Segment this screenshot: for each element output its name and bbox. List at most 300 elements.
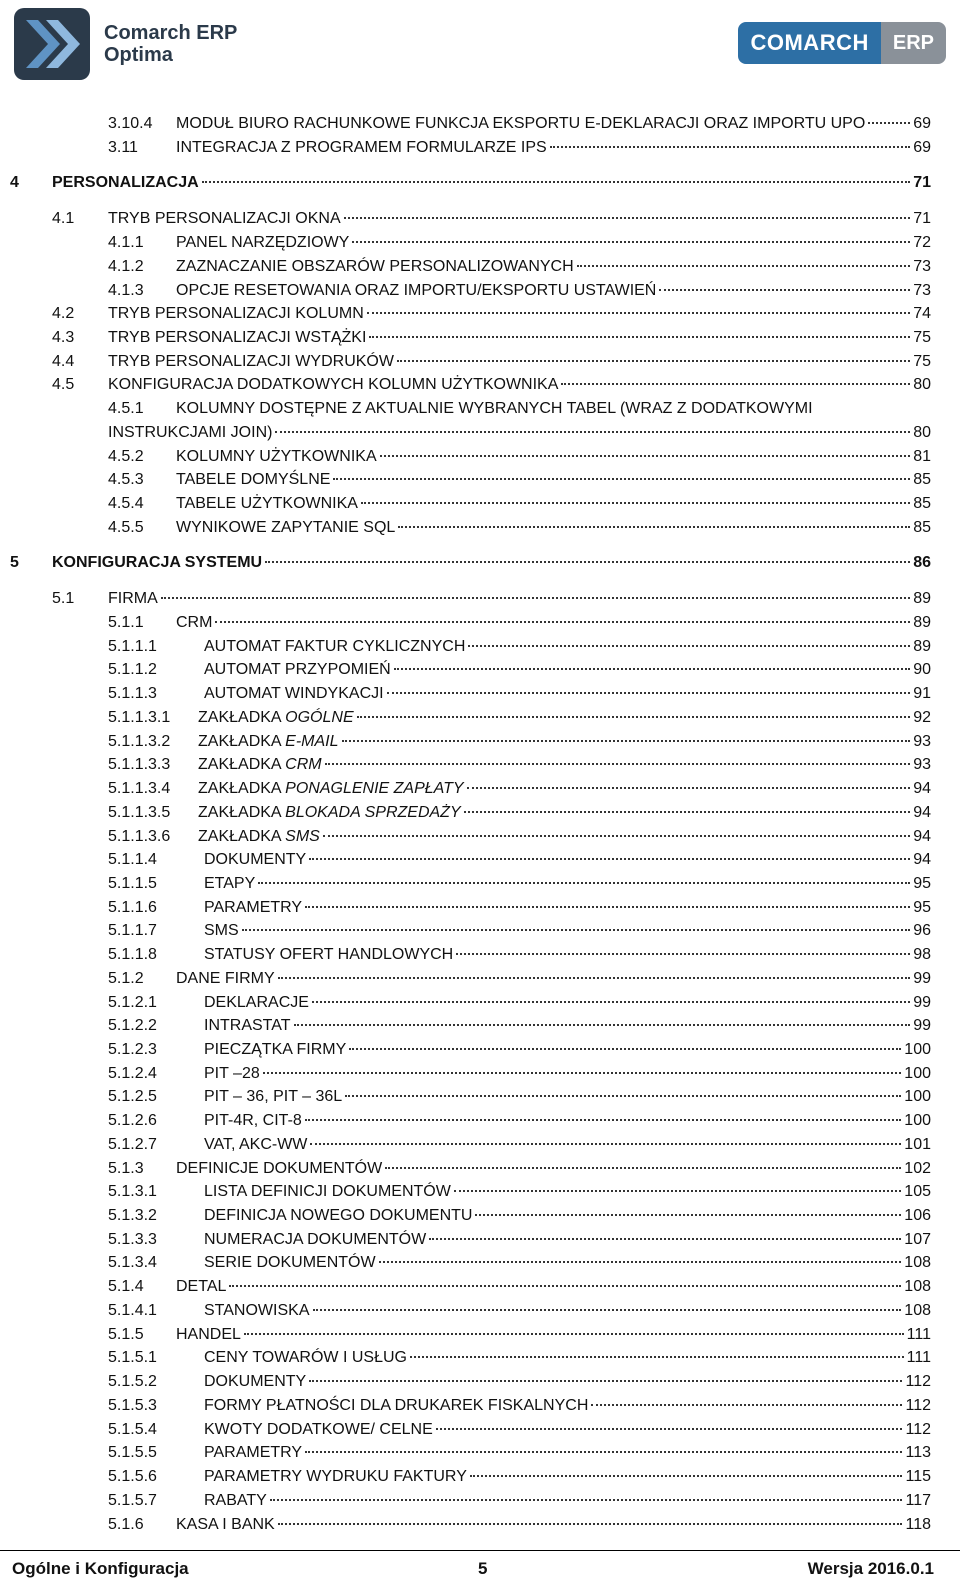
toc-dot-leader — [309, 1380, 902, 1382]
toc-dot-leader — [410, 1356, 904, 1358]
toc-entry-title — [204, 1300, 310, 1322]
toc-entry-page: 80 — [913, 424, 931, 441]
toc-entry-number: 5.1.1.3 — [108, 685, 157, 702]
toc-entry[interactable] — [108, 469, 931, 491]
toc-entry[interactable] — [108, 1300, 931, 1322]
toc-entry-number: 5.1.5.2 — [108, 1373, 157, 1390]
toc-entry[interactable] — [108, 1086, 931, 1108]
toc-entry-number: 5.1.2.5 — [108, 1088, 157, 1105]
toc-entry-title — [198, 778, 464, 800]
toc-dot-leader — [367, 312, 910, 314]
toc-dot-leader — [305, 1119, 902, 1121]
toc-entry[interactable] — [108, 826, 931, 848]
toc-entry-page: 107 — [904, 1231, 931, 1248]
toc-entry[interactable] — [108, 446, 931, 468]
toc-entry-title-text: VAT, AKC-WW — [204, 1136, 308, 1153]
toc-entry-title — [176, 137, 547, 159]
toc-entry-page: 113 — [905, 1444, 931, 1461]
toc-entry[interactable] — [108, 873, 931, 895]
toc-entry[interactable] — [108, 754, 931, 776]
toc-entry-title-text: ZAKŁADKA — [198, 733, 286, 750]
toc-entry-title — [198, 802, 461, 824]
toc-dot-leader — [591, 1404, 902, 1406]
toc-entry-number: 3.10.4 — [108, 115, 153, 132]
toc-dot-leader — [275, 431, 910, 433]
toc-entry[interactable] — [108, 1466, 931, 1488]
toc-entry-title-text: STANOWISKA — [204, 1302, 310, 1319]
toc-dot-leader — [379, 1261, 902, 1263]
toc-entry-number: 5.1.2.4 — [108, 1065, 157, 1082]
toc-entry-page: 75 — [913, 329, 931, 346]
toc-entry-title — [204, 1466, 467, 1488]
toc-entry-number: 4.1.1 — [108, 234, 144, 251]
toc-entry-number: 4.5.4 — [108, 495, 144, 512]
toc-entry-title-text: CENY TOWARÓW I USŁUG — [204, 1349, 407, 1366]
toc-entry[interactable] — [108, 1276, 931, 1298]
toc-entry-page: 85 — [913, 471, 931, 488]
toc-entry-title — [176, 1276, 226, 1298]
toc-entry-page: 93 — [913, 733, 931, 750]
toc-entry-page: 108 — [904, 1278, 931, 1295]
toc-entry-page: 111 — [906, 1326, 931, 1343]
toc-entry-title-text: TRYB PERSONALIZACJI KOLUMN — [108, 305, 364, 322]
toc-entry-page: 100 — [904, 1041, 931, 1058]
toc-entry-page: 89 — [913, 638, 931, 655]
toc-entry-number: 5.1.2.7 — [108, 1136, 157, 1153]
toc-entry-title-text: PANEL NARZĘDZIOWY — [176, 234, 350, 251]
toc-entry-page: 94 — [913, 828, 931, 845]
toc-entry-title-text: TABELE DOMYŚLNE — [176, 471, 331, 488]
toc-entry-title — [204, 1110, 302, 1132]
toc-entry-title — [204, 1134, 307, 1156]
toc-entry-title-text: HANDEL — [176, 1326, 241, 1343]
toc-dot-leader — [659, 289, 910, 291]
toc-entry-page: 102 — [904, 1160, 931, 1177]
toc-entry[interactable] — [108, 137, 931, 159]
toc-entry[interactable] — [108, 659, 931, 681]
toc-entry-number: 5.1.5.6 — [108, 1468, 157, 1485]
toc-entry-page: 89 — [913, 590, 931, 607]
toc-entry-number: 5.1.4 — [108, 1278, 144, 1295]
toc-entry-title — [198, 731, 339, 753]
toc-entry-number: 5.1.1.4 — [108, 851, 157, 868]
toc-entry-page: 94 — [913, 804, 931, 821]
toc-entry[interactable] — [52, 327, 931, 349]
toc-entry[interactable] — [108, 968, 931, 990]
toc-entry-title — [204, 897, 302, 919]
toc-entry-title — [204, 1063, 260, 1085]
toc-entry-page: 118 — [905, 1516, 931, 1533]
toc-entry-title — [204, 1181, 451, 1203]
toc-entry-title — [176, 398, 813, 420]
toc-entry-title-text: FORMY PŁATNOŚCI DLA DRUKAREK FISKALNYCH — [204, 1397, 589, 1414]
toc-entry-page: 73 — [913, 282, 931, 299]
toc-entry[interactable] — [108, 1229, 931, 1251]
toc-entry-number: 4.5.1 — [108, 400, 144, 417]
toc-entry-title-text: ZAKŁADKA — [198, 780, 286, 797]
toc-entry-title — [204, 1205, 472, 1227]
toc-dot-leader — [323, 835, 910, 837]
toc-entry[interactable] — [108, 1324, 931, 1346]
toc-entry[interactable] — [108, 113, 931, 135]
toc-entry-title — [204, 944, 453, 966]
toc-entry-page: 95 — [913, 875, 931, 892]
toc-entry-page: 101 — [904, 1136, 931, 1153]
toc-entry-page: 108 — [904, 1302, 931, 1319]
toc-entry-title-text: ETAPY — [204, 875, 256, 892]
toc-entry[interactable] — [108, 1490, 931, 1512]
toc-entry[interactable] — [108, 1371, 931, 1393]
footer-document-title: Ogólne i Konfiguracja — [12, 1559, 189, 1578]
toc-entry-title-text: DOKUMENTY — [204, 1373, 307, 1390]
toc-entry-page: 99 — [913, 970, 931, 987]
toc-entry-number: 4.3 — [52, 329, 75, 346]
toc-entry-title-text: AUTOMAT PRZYPOMIEŃ — [204, 661, 391, 678]
toc-entry[interactable] — [108, 1039, 931, 1061]
toc-dot-leader — [265, 561, 910, 563]
toc-entry-title-text: DOKUMENTY — [204, 851, 307, 868]
toc-entry-title — [176, 232, 349, 254]
toc-entry-title-text: DEFINICJE DOKUMENTÓW — [176, 1160, 383, 1177]
toc-entry[interactable] — [108, 1395, 931, 1417]
toc-dot-leader — [550, 146, 911, 148]
toc-entry[interactable] — [108, 517, 931, 539]
toc-entry-title — [198, 754, 322, 776]
toc-entry-number: 3.11 — [108, 139, 138, 156]
toc-entry[interactable] — [108, 849, 931, 871]
toc-entry-title-text: PIECZĄTKA FIRMY — [204, 1041, 347, 1058]
toc-entry-title — [176, 280, 656, 302]
toc-entry-title-text: INTRASTAT — [204, 1017, 291, 1034]
toc-entry-number: 5.1.5.7 — [108, 1492, 157, 1509]
toc-entry[interactable] — [108, 944, 931, 966]
toc-entry[interactable] — [108, 1134, 931, 1156]
toc-entry-number: 4.5.2 — [108, 448, 144, 465]
toc-dot-leader — [349, 1048, 901, 1050]
toc-entry-page: 73 — [913, 258, 931, 275]
toc-entry-title-text: ZAKŁADKA — [198, 804, 286, 821]
toc-entry-title-text: KOLUMNY DOSTĘPNE Z AKTUALNIE WYBRANYCH TABEL (WRAZ Z DODATKOWYMI — [176, 400, 813, 417]
toc-entry-title-text: ZAZNACZANIE OBSZARÓW PERSONALIZOWANYCH — [176, 258, 574, 275]
toc-entry-title — [52, 552, 262, 574]
toc-entry-number: 5.1.1.2 — [108, 661, 157, 678]
toc-entry-title — [204, 659, 391, 681]
toc-entry[interactable] — [108, 1442, 931, 1464]
toc-dot-leader — [344, 217, 911, 219]
toc-entry-title-text: INSTRUKCJAMI JOIN) — [108, 424, 273, 441]
toc-entry-page: 74 — [913, 305, 931, 322]
toc-entry-title — [204, 1442, 302, 1464]
toc-entry-title-text: PIT –28 — [204, 1065, 260, 1082]
toc-dot-leader — [369, 336, 910, 338]
toc-entry-number: 5.1.5.5 — [108, 1444, 157, 1461]
toc-entry[interactable] — [108, 920, 931, 942]
toc-dot-leader — [244, 1333, 904, 1335]
brand-suffix: ERP — [881, 22, 946, 64]
toc-entry[interactable] — [108, 232, 931, 254]
toc-dot-leader — [263, 1072, 902, 1074]
toc-dot-leader — [305, 1451, 902, 1453]
toc-entry-title-text: MODUŁ BIURO RACHUNKOWE FUNKCJA EKSPORTU E-DEKLARACJI ORAZ IMPORTU UPO — [176, 115, 866, 132]
toc-entry[interactable] — [108, 1158, 931, 1180]
toc-entry[interactable] — [108, 707, 931, 729]
toc-entry-title-text: WYNIKOWE ZAPYTANIE SQL — [176, 519, 396, 536]
toc-entry-page: 115 — [905, 1468, 931, 1485]
toc-dot-leader — [398, 526, 910, 528]
toc-entry-page: 96 — [913, 922, 931, 939]
toc-entry[interactable] — [108, 493, 931, 515]
toc-entry-title-text: FIRMA — [108, 590, 158, 607]
toc-dot-leader — [333, 478, 910, 480]
toc-entry-number: 5.1.5.3 — [108, 1397, 157, 1414]
toc-entry[interactable] — [108, 1419, 931, 1441]
toc-entry-number: 5.1.1.3.1 — [108, 709, 171, 726]
toc-dot-leader — [577, 265, 911, 267]
toc-entry-title — [204, 636, 465, 658]
toc-entry-title-text: PARAMETRY — [204, 899, 303, 916]
toc-entry-title-text: KASA I BANK — [176, 1516, 275, 1533]
toc-entry-page: 86 — [913, 554, 931, 571]
toc-entry-title — [52, 172, 199, 194]
toc-dot-leader — [278, 977, 911, 979]
toc-entry-number: 5.1.5 — [108, 1326, 144, 1343]
toc-entry-title-text: OPCJE RESETOWANIA ORAZ IMPORTU/EKSPORTU USTAWIEŃ — [176, 282, 657, 299]
toc-entry[interactable] — [52, 208, 931, 230]
toc-entry[interactable] — [108, 731, 931, 753]
toc-entry-number: 5.1.3.2 — [108, 1207, 157, 1224]
page-header — [0, 0, 960, 95]
toc-dot-leader — [561, 383, 910, 385]
toc-entry[interactable] — [10, 552, 931, 574]
toc-entry[interactable] — [108, 1252, 931, 1274]
toc-entry-number: 5.1.1.7 — [108, 922, 157, 939]
toc-entry-page: 92 — [913, 709, 931, 726]
toc-entry[interactable] — [108, 897, 931, 919]
toc-entry-page: 95 — [913, 899, 931, 916]
toc-entry-title-text: NUMERACJA DOKUMENTÓW — [204, 1231, 427, 1248]
toc-entry-page: 89 — [913, 614, 931, 631]
toc-entry-title-text: SMS — [204, 922, 239, 939]
toc-dot-leader — [242, 929, 911, 931]
product-name-line1: Comarch ERP — [104, 22, 238, 44]
toc-entry-title — [108, 588, 158, 610]
toc-entry[interactable] — [108, 1063, 931, 1085]
toc-entry-number: 5.1.2.1 — [108, 994, 157, 1011]
toc-entry-page: 94 — [913, 780, 931, 797]
toc-entry-title — [204, 1419, 433, 1441]
toc-dot-leader — [397, 360, 910, 362]
toc-entry[interactable] — [108, 992, 931, 1014]
toc-entry-title-text: RABATY — [204, 1492, 267, 1509]
toc-entry-title-text: AUTOMAT FAKTUR CYKLICZNYCH — [204, 638, 466, 655]
toc-entry[interactable] — [108, 1181, 931, 1203]
toc-entry-page: 106 — [904, 1207, 931, 1224]
toc-entry-title — [176, 446, 377, 468]
toc-entry-title-text: DEFINICJA NOWEGO DOKUMENTU — [204, 1207, 473, 1224]
toc-entry-title — [198, 826, 320, 848]
toc-dot-leader — [313, 1309, 902, 1311]
toc-entry-page: 93 — [913, 756, 931, 773]
comarch-erp-optima-logo — [12, 6, 237, 82]
toc-entry-title-text: SERIE DOKUMENTÓW — [204, 1254, 376, 1271]
toc-entry-title — [176, 612, 212, 634]
toc-entry-title-text: CRM — [176, 614, 213, 631]
toc-dot-leader — [868, 122, 910, 124]
toc-entry-number: 4.5.5 — [108, 519, 144, 536]
toc-entry-title-text: PARAMETRY — [204, 1444, 303, 1461]
toc-entry-title — [108, 208, 341, 230]
toc-entry-title-italic: E-MAIL — [285, 733, 339, 750]
toc-entry-page: 99 — [913, 994, 931, 1011]
toc-entry[interactable] — [108, 422, 931, 444]
toc-entry-page: 71 — [913, 210, 931, 227]
toc-entry-page: 112 — [905, 1421, 931, 1438]
toc-entry[interactable] — [52, 374, 931, 396]
toc-entry-title-text: ZAKŁADKA — [198, 709, 286, 726]
toc-entry-title-text: TABELE UŻYTKOWNIKA — [176, 495, 358, 512]
toc-entry-number: 5.1.4.1 — [108, 1302, 157, 1319]
toc-entry-number: 5.1.1.3.5 — [108, 804, 171, 821]
toc-entry-number: 5.1.3 — [108, 1160, 144, 1177]
toc-entry-number: 5.1.2.2 — [108, 1017, 157, 1034]
toc-entry-title-text: KWOTY DODATKOWE/ CELNE — [204, 1421, 433, 1438]
toc-entry[interactable] — [108, 1514, 931, 1536]
toc-dot-leader — [394, 668, 911, 670]
toc-entry-title-text: LISTA DEFINICJI DOKUMENTÓW — [204, 1183, 451, 1200]
toc-entry-title — [204, 1039, 346, 1061]
toc-entry-title-text: INTEGRACJA Z PROGRAMEM FORMULARZE IPS — [176, 139, 547, 156]
toc-entry[interactable] — [108, 1205, 931, 1227]
toc-entry-page: 112 — [905, 1373, 931, 1390]
toc-entry-title-italic: PONAGLENIE ZAPŁATY — [285, 780, 464, 797]
toc-entry-page: 117 — [905, 1492, 931, 1509]
toc-entry-title — [176, 113, 865, 135]
toc-entry-page: 69 — [913, 139, 931, 156]
toc-entry-page: 75 — [913, 353, 931, 370]
toc-dot-leader — [345, 1095, 901, 1097]
toc-entry-number: 5.1.2.6 — [108, 1112, 157, 1129]
toc-entry-page: 85 — [913, 495, 931, 512]
toc-entry-page: 69 — [913, 115, 931, 132]
toc-entry-title — [204, 1347, 407, 1369]
toc-entry[interactable] — [108, 802, 931, 824]
toc-entry-title — [204, 992, 309, 1014]
toc-entry-number: 5.1.1.1 — [108, 638, 157, 655]
toc-entry-number: 4.1.3 — [108, 282, 144, 299]
toc-dot-leader — [215, 621, 910, 623]
toc-entry[interactable] — [108, 1110, 931, 1132]
toc-entry-title — [176, 1158, 382, 1180]
toc-entry-title-italic: BLOKADA SPRZEDAŻY — [285, 804, 461, 821]
toc-entry-title — [204, 920, 239, 942]
toc-entry-number: 4.5 — [52, 376, 75, 393]
toc-entry-page: 85 — [913, 519, 931, 536]
toc-entry[interactable] — [10, 172, 931, 194]
toc-entry-title-text: PIT – 36, PIT – 36L — [204, 1088, 343, 1105]
toc-entry-title-text: PARAMETRY WYDRUKU FAKTURY — [204, 1468, 467, 1485]
toc-entry[interactable] — [52, 303, 931, 325]
toc-entry-title-text: DANE FIRMY — [176, 970, 275, 987]
toc-entry[interactable] — [108, 256, 931, 278]
toc-dot-leader — [454, 1190, 901, 1192]
toc-entry-page: 100 — [904, 1065, 931, 1082]
toc-entry-title — [204, 1015, 291, 1037]
toc-dot-leader — [467, 787, 911, 789]
toc-entry-page: 91 — [913, 685, 931, 702]
toc-entry-page: 111 — [906, 1349, 931, 1366]
toc-entry-number: 4.1 — [52, 210, 75, 227]
toc-entry-title — [198, 707, 354, 729]
toc-dot-leader — [309, 858, 910, 860]
toc-entry-title — [176, 1324, 241, 1346]
toc-entry[interactable] — [108, 398, 931, 420]
toc-entry[interactable] — [108, 683, 931, 705]
toc-entry[interactable] — [108, 1347, 931, 1369]
toc-entry-title — [204, 1252, 376, 1274]
toc-entry-number: 5.1.1.3.6 — [108, 828, 171, 845]
toc-dot-leader — [387, 692, 911, 694]
toc-entry-title-text: KONFIGURACJA SYSTEMU — [52, 554, 263, 571]
toc-dot-leader — [429, 1238, 901, 1240]
toc-dot-leader — [270, 1499, 903, 1501]
toc-entry[interactable] — [108, 280, 931, 302]
toc-entry-title — [204, 873, 255, 895]
toc-entry-title-text: KONFIGURACJA DODATKOWYCH KOLUMN UŻYTKOWNIKA — [108, 376, 559, 393]
toc-entry-page: 112 — [905, 1397, 931, 1414]
toc-entry-number: 5.1.2.3 — [108, 1041, 157, 1058]
toc-entry-number: 5.1 — [52, 590, 75, 607]
toc-dot-leader — [475, 1214, 901, 1216]
footer-version: Wersja 2016.0.1 — [807, 1559, 934, 1578]
toc-entry[interactable] — [108, 612, 931, 634]
toc-dot-leader — [202, 181, 911, 183]
toc-entry-number: 5.1.1.5 — [108, 875, 157, 892]
toc-entry-title — [108, 374, 558, 396]
toc-entry[interactable] — [108, 778, 931, 800]
toc-entry-title — [204, 849, 306, 871]
footer-page-number: 5 — [478, 1559, 488, 1578]
toc-dot-leader — [464, 811, 911, 813]
toc-entry-number: 5.1.1 — [108, 614, 144, 631]
toc-entry-page: 90 — [913, 661, 931, 678]
toc-entry-number: 5.1.6 — [108, 1516, 144, 1533]
toc-entry-number: 5.1.3.4 — [108, 1254, 157, 1271]
toc-entry-page: 98 — [913, 946, 931, 963]
toc-dot-leader — [312, 1001, 910, 1003]
toc-dot-leader — [385, 1167, 901, 1169]
toc-entry-title — [108, 351, 394, 373]
toc-entry[interactable] — [52, 588, 931, 610]
toc-entry[interactable] — [52, 351, 931, 373]
toc-dot-leader — [305, 906, 910, 908]
toc-entry-title — [204, 683, 384, 705]
toc-entry-number: 5.1.1.3.3 — [108, 756, 171, 773]
toc-entry-page: 108 — [904, 1254, 931, 1271]
toc-entry-title-text: TRYB PERSONALIZACJI WSTĄŻKI — [108, 329, 367, 346]
toc-entry-title — [108, 327, 366, 349]
toc-dot-leader — [161, 597, 910, 599]
toc-entry[interactable] — [108, 1015, 931, 1037]
toc-dot-leader — [456, 953, 910, 955]
toc-entry[interactable] — [108, 636, 931, 658]
toc-dot-leader — [380, 455, 911, 457]
toc-entry-number: 4 — [10, 174, 19, 191]
toc-dot-leader — [470, 1475, 903, 1477]
toc-dot-leader — [310, 1143, 901, 1145]
toc-entry-title-text: ZAKŁADKA — [198, 756, 286, 773]
toc-entry-title — [176, 469, 330, 491]
toc-entry-number: 5.1.1.8 — [108, 946, 157, 963]
